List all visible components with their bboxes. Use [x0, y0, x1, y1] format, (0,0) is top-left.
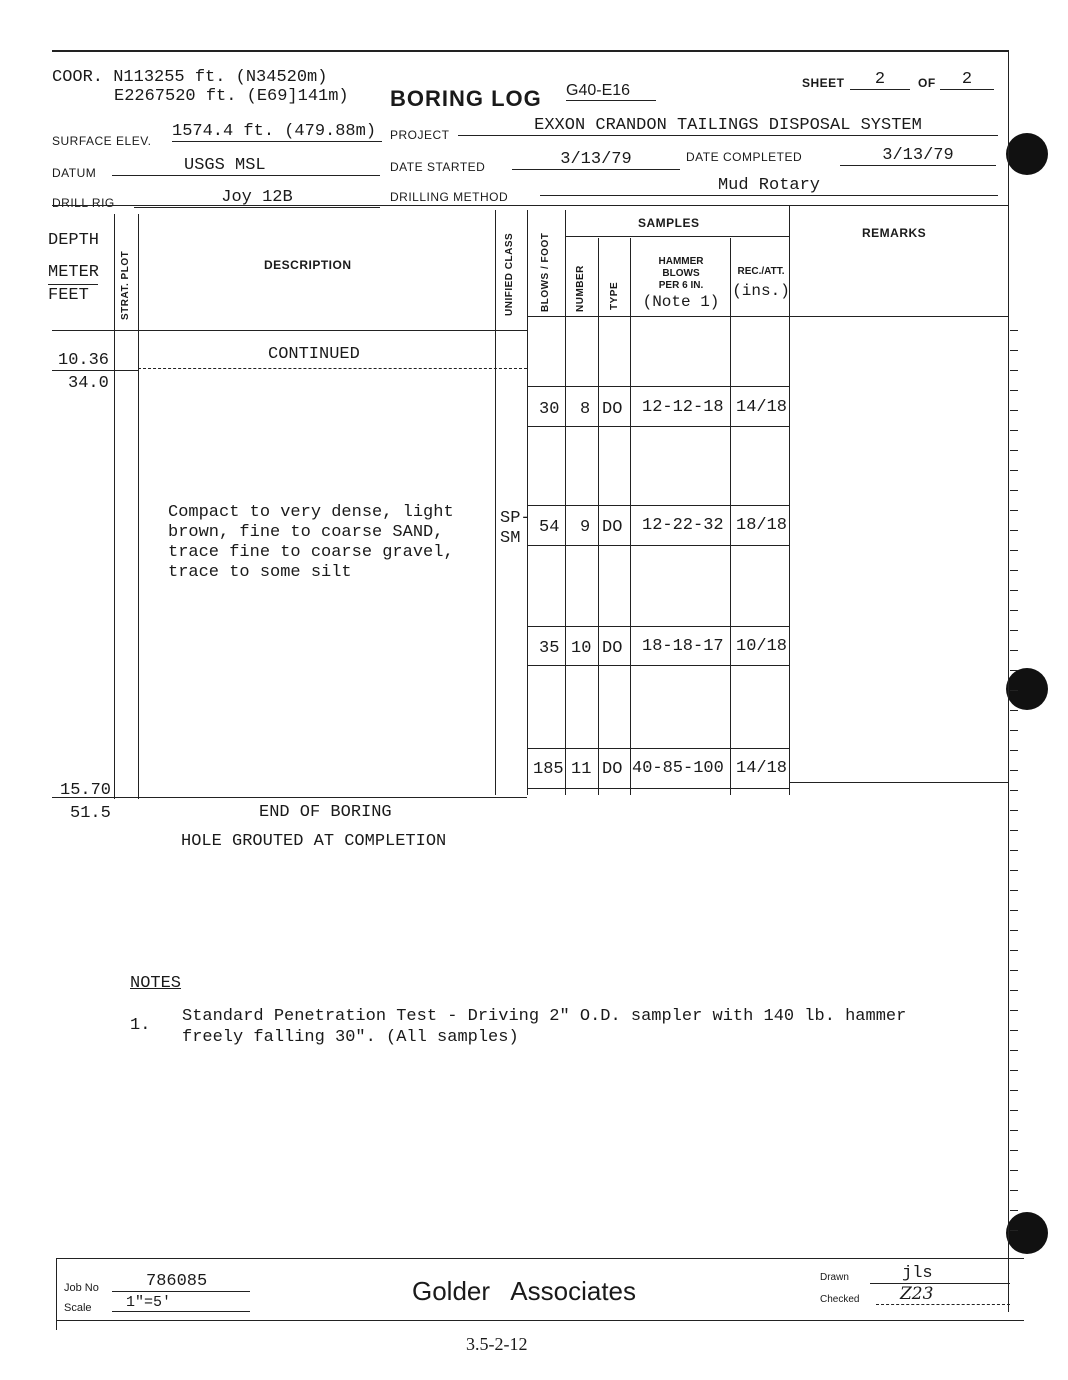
continued-dashed-line	[138, 368, 527, 369]
bottom-depth-line	[52, 797, 527, 798]
drilling-method-value: Mud Rotary	[540, 176, 998, 196]
drilling-method-label: DRILLING METHOD	[390, 190, 509, 204]
date-started-label: DATE STARTED	[390, 160, 486, 174]
margin-tick	[1010, 830, 1018, 831]
sample-9-bottom	[527, 545, 789, 546]
margin-tick	[1010, 490, 1018, 491]
scale-value: 1"=5'	[112, 1294, 250, 1312]
col-header-remarks: REMARKS	[862, 226, 927, 240]
bottom-depth-m: 15.70	[60, 781, 112, 800]
drawn-value: jls	[870, 1264, 1010, 1284]
margin-tick	[1010, 650, 1018, 651]
company-name: Golder Associates	[412, 1276, 636, 1306]
margin-tick	[1010, 530, 1018, 531]
col-header-rec: REC./ATT. (ins.)	[732, 266, 790, 300]
margin-tick	[1010, 970, 1018, 971]
margin-tick	[1010, 1230, 1018, 1231]
margin-tick	[1010, 550, 1018, 551]
sheet-of: OF	[918, 76, 936, 90]
margin-tick	[1010, 1150, 1018, 1151]
checked-label: Checked	[820, 1294, 860, 1305]
sample-10-rec: 10/18	[736, 637, 788, 656]
table-header-bottom	[52, 330, 527, 331]
sample-11-bottom	[527, 788, 789, 789]
sample-9-type: DO	[602, 518, 623, 537]
margin-tick	[1010, 890, 1018, 891]
margin-tick	[1010, 570, 1018, 571]
margin-tick	[1010, 350, 1018, 351]
date-completed-label: DATE COMPLETED	[686, 150, 803, 164]
col-unified-right	[527, 210, 528, 795]
sample-8-top	[527, 386, 789, 387]
margin-tick	[1010, 1050, 1018, 1051]
margin-tick	[1010, 1010, 1018, 1011]
margin-tick	[1010, 710, 1018, 711]
coor-label: COOR.	[52, 68, 104, 87]
job-no-label: Job No	[64, 1282, 99, 1294]
col-strat-left	[114, 214, 115, 799]
col-header-hammer: HAMMER BLOWS PER 6 IN. (Note 1)	[642, 256, 720, 311]
col-header-description: DESCRIPTION	[264, 258, 352, 272]
binder-hole-middle	[1006, 668, 1048, 710]
samples-subheader-line	[565, 236, 789, 237]
sample-10-blows: 35	[539, 639, 560, 658]
footer-top-line	[56, 1258, 1024, 1259]
sample-8-rec: 14/18	[736, 398, 788, 417]
end-of-boring: END OF BORING	[259, 803, 392, 822]
sample-11-type: DO	[602, 760, 623, 779]
datum-label: DATUM	[52, 166, 97, 180]
sample-11-blows: 185	[533, 760, 564, 779]
margin-tick	[1010, 1090, 1018, 1091]
footer-bottom-line	[56, 1320, 1024, 1321]
drawn-label: Drawn	[820, 1272, 849, 1283]
margin-tick	[1010, 1030, 1018, 1031]
bottom-depth-ft: 51.5	[70, 804, 111, 823]
page-number: 3.5-2-12	[466, 1334, 528, 1354]
unified-class-value: SP- SM	[500, 509, 531, 548]
sheet-total: 2	[940, 70, 994, 90]
col-header-strat-plot: STRAT. PLOT	[120, 250, 131, 320]
margin-tick	[1010, 450, 1018, 451]
margin-tick	[1010, 950, 1018, 951]
margin-tick	[1010, 1210, 1018, 1211]
margin-tick	[1010, 1170, 1018, 1171]
margin-tick	[1010, 810, 1018, 811]
col-number-right	[598, 238, 599, 795]
sheet-no: 2	[850, 70, 910, 90]
col-hammer-right	[730, 238, 731, 795]
margin-tick	[1010, 930, 1018, 931]
sheet-field: SHEET	[802, 76, 845, 90]
sample-9-top	[527, 505, 789, 506]
coor-easting: E2267520 ft. (E69]141m)	[114, 87, 349, 106]
date-completed-value: 3/13/79	[840, 146, 996, 166]
margin-tick	[1010, 470, 1018, 471]
binder-hole-top	[1006, 133, 1048, 175]
table-header-bottom-right	[527, 316, 1008, 317]
margin-tick	[1010, 730, 1018, 731]
hole-grouted: HOLE GROUTED AT COMPLETION	[181, 832, 447, 851]
col-header-blows-foot: BLOWS / FOOT	[540, 232, 551, 312]
col-unified-left	[495, 210, 496, 795]
datum-value: USGS MSL	[112, 156, 380, 176]
margin-tick	[1010, 850, 1018, 851]
top-depth-ft: 34.0	[68, 374, 109, 393]
binder-hole-bottom	[1006, 1212, 1048, 1254]
log-bottom-right	[789, 782, 1008, 783]
job-no-value: 786085	[112, 1272, 250, 1292]
margin-tick	[1010, 670, 1018, 671]
project-value: EXXON CRANDON TAILINGS DISPOSAL SYSTEM	[458, 116, 998, 136]
continued-label: CONTINUED	[268, 345, 360, 364]
margin-tick	[1010, 870, 1018, 871]
margin-tick	[1010, 610, 1018, 611]
margin-tick	[1010, 630, 1018, 631]
margin-tick	[1010, 390, 1018, 391]
table-header-top	[52, 205, 1008, 206]
col-desc-left	[138, 214, 139, 799]
col-header-type: TYPE	[609, 281, 620, 310]
sample-8-hammer: 12-12-18	[642, 398, 724, 417]
sample-8-bottom	[527, 426, 789, 427]
margin-tick	[1010, 590, 1018, 591]
margin-tick	[1010, 770, 1018, 771]
sample-10-number: 10	[571, 639, 592, 658]
col-type-right	[630, 238, 631, 795]
drill-rig-label: DRILL RIG	[52, 196, 115, 210]
note-1-text: Standard Penetration Test - Driving 2" O.D. sampler with 140 lb. hammer freely falling 30". (All samples)	[182, 1007, 907, 1047]
col-blows-right	[565, 210, 566, 795]
margin-tick	[1010, 410, 1018, 411]
sample-10-bottom	[527, 665, 789, 666]
sample-11-rec: 14/18	[736, 759, 788, 778]
sample-8-number: 8	[580, 400, 591, 419]
coor-northing: N113255 ft. (N34520m)	[113, 68, 328, 87]
col-header-number: NUMBER	[575, 265, 586, 312]
margin-tick	[1010, 990, 1018, 991]
col-header-samples: SAMPLES	[638, 216, 700, 230]
margin-tick	[1010, 750, 1018, 751]
margin-tick	[1010, 330, 1018, 331]
checked-value: Z23	[876, 1284, 1010, 1305]
drill-rig-value: Joy 12B	[134, 188, 380, 208]
sample-11-number: 11	[571, 760, 592, 779]
sample-9-rec: 18/18	[736, 516, 788, 535]
sample-10-type: DO	[602, 639, 623, 658]
margin-tick	[1010, 1130, 1018, 1131]
frame-right	[1008, 50, 1009, 1312]
top-depth-line	[52, 370, 138, 371]
sample-11-top	[527, 748, 789, 749]
margin-tick	[1010, 910, 1018, 911]
frame-top	[52, 50, 1008, 52]
col-header-unified-class: UNIFIED CLASS	[504, 232, 515, 316]
margin-tick	[1010, 430, 1018, 431]
margin-tick	[1010, 1110, 1018, 1111]
sample-9-number: 9	[580, 518, 591, 537]
col-header-depth: DEPTH METER FEET	[48, 231, 100, 305]
boring-id: G40-E16	[566, 82, 656, 101]
margin-tick	[1010, 1070, 1018, 1071]
surface-elev-label: SURFACE ELEV.	[52, 134, 152, 148]
sample-8-blows: 30	[539, 400, 560, 419]
top-depth-m: 10.36	[58, 351, 110, 370]
notes-heading: NOTES	[130, 974, 182, 993]
sample-9-blows: 54	[539, 518, 560, 537]
note-1-number: 1.	[130, 1016, 151, 1035]
margin-tick	[1010, 690, 1018, 691]
sample-11-hammer: 40-85-100	[632, 759, 724, 778]
margin-tick	[1010, 370, 1018, 371]
surface-elev-value: 1574.4 ft. (479.88m)	[172, 122, 382, 142]
date-started-value: 3/13/79	[512, 150, 680, 170]
coordinates	[52, 68, 349, 106]
margin-tick	[1010, 790, 1018, 791]
sample-9-hammer: 12-22-32	[642, 516, 724, 535]
margin-tick	[1010, 510, 1018, 511]
page-title: BORING LOG	[390, 86, 542, 111]
soil-description: Compact to very dense, light brown, fine to coarse SAND, trace fine to coarse gravel, trace to some silt	[168, 503, 454, 582]
margin-tick	[1010, 1190, 1018, 1191]
scale-label: Scale	[64, 1302, 92, 1314]
sample-10-top	[527, 626, 789, 627]
sample-10-hammer: 18-18-17	[642, 637, 724, 656]
project-label: PROJECT	[390, 128, 450, 142]
sample-8-type: DO	[602, 400, 623, 419]
